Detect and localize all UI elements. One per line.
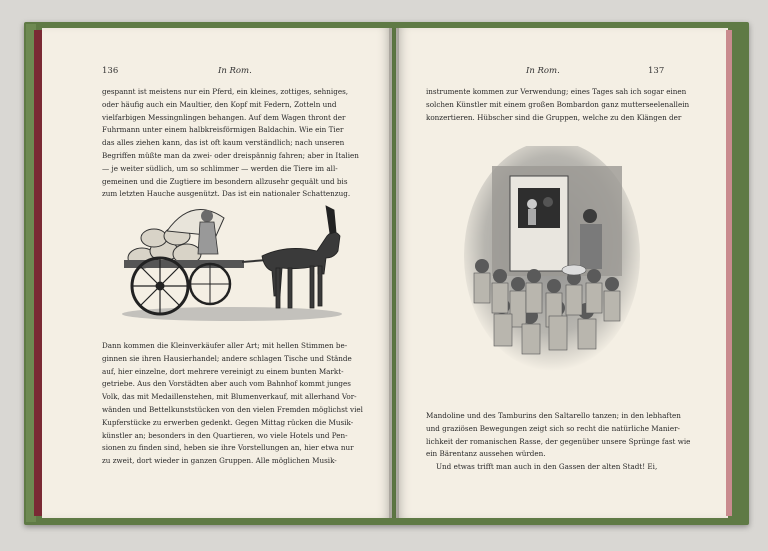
right-running-head: In Rom. [526,66,560,76]
left-page-number: 136 [102,66,119,76]
text-line: getriebe. Aus den Vorstädten aber auch vom Bahnhof kommt junges [102,379,351,389]
book-gutter [389,28,399,518]
cart-illustration [112,196,352,326]
text-line: Mandoline und des Tamburins den Saltarello tanzen; in den lebhaften [426,411,681,420]
right-page [396,28,728,518]
left-page [42,28,392,518]
text-line: und graziösen Bewegungen zeigt sich so recht die natürliche Manier- [426,423,680,433]
left-running-head: In Rom. [218,66,252,76]
text-line: künstler an; besonders in den Quartieren, wo viele Hotels und Pen- [102,430,348,440]
text-line: vielfarbigen Messingnlingen behangen. Auf dem Wagen thront der [102,112,346,122]
text-line: ginnen sie ihren Hausierhandel; andere schlagen Tische und Stände [102,353,352,363]
right-top-paragraph [426,86,694,124]
text-line: instrumente kommen zur Verwendung; eines Tages sah ich sogar einen [426,87,687,96]
left-bottom-paragraph [102,340,364,468]
left-top-paragraph [102,86,364,201]
page-edge-left [34,30,42,516]
text-line: Dann kommen die Kleinverkäufer aller Art; mit hellen Stimmen be- [102,341,348,350]
right-bottom-paragraph [426,410,694,474]
text-line: konzertieren. Hübscher sind die Gruppen, welche zu den Klängen der [426,112,682,122]
text-line: oder häufig auch ein Maultier, den Kopf mit Federn, Zotteln und [102,99,337,109]
text-line: sionen zu finden sind, heben sie ihre Vorstellungen an, hier etwa nur [102,443,354,453]
text-line: zum letzten Hauche ausgenützt. Das ist ein nationaler Schattenzug. [102,189,351,199]
text-line: gemeinen und die Zugtiere im besondern allzusehr gequält und bis [102,176,348,186]
text-line: das alles ziehen kann, das ist oft kaum verständlich; nach unseren [102,138,345,148]
text-line: lichkeit der romanischen Rasse, der gegenüber unsere Sprünge fast wie [426,436,691,446]
text-line: Volk, das mit Medaillenstehen, mit Blumenverkauf, mit allerhand Vor- [102,392,357,402]
right-page-number: 137 [648,66,665,76]
text-line: Fuhrmann unter einem halbkreisförmigen Baldachin. Wie ein Tier [102,125,344,135]
text-line: solchen Künstler mit einem großen Bombardon ganz mutterseelenallein [426,99,690,109]
text-line: auf, hier einzelne, dort mehrere vereinigt zu einem bunten Markt- [102,366,344,376]
text-line: Und etwas trifft man auch in den Gassen der alten Stadt! Ei, [436,462,658,472]
puppet-show-illustration [462,146,642,386]
text-line: Begriffen müßte man da zwei- oder dreispännig fahren; aber in Italien [102,150,359,160]
text-line: wänden und Bettelkunststücken von den vielen Fremden möglichst viel [102,404,363,414]
text-line: gespannt ist meistens nur ein Pferd, ein kleines, zottiges, sehniges, [102,87,349,96]
page-edge-right [726,30,732,516]
text-line: ein Bärentanz aussehen würden. [426,449,546,459]
text-line: — je weiter südlich, um so schlimmer — werden die Tiere im all- [102,163,338,173]
text-line: zu zweit, dort wieder in ganzen Gruppen. Alle möglichen Musik- [102,456,337,466]
text-line: Kupferstücke zu erwerben gedenkt. Gegen Mittag rücken die Musik- [102,417,354,427]
